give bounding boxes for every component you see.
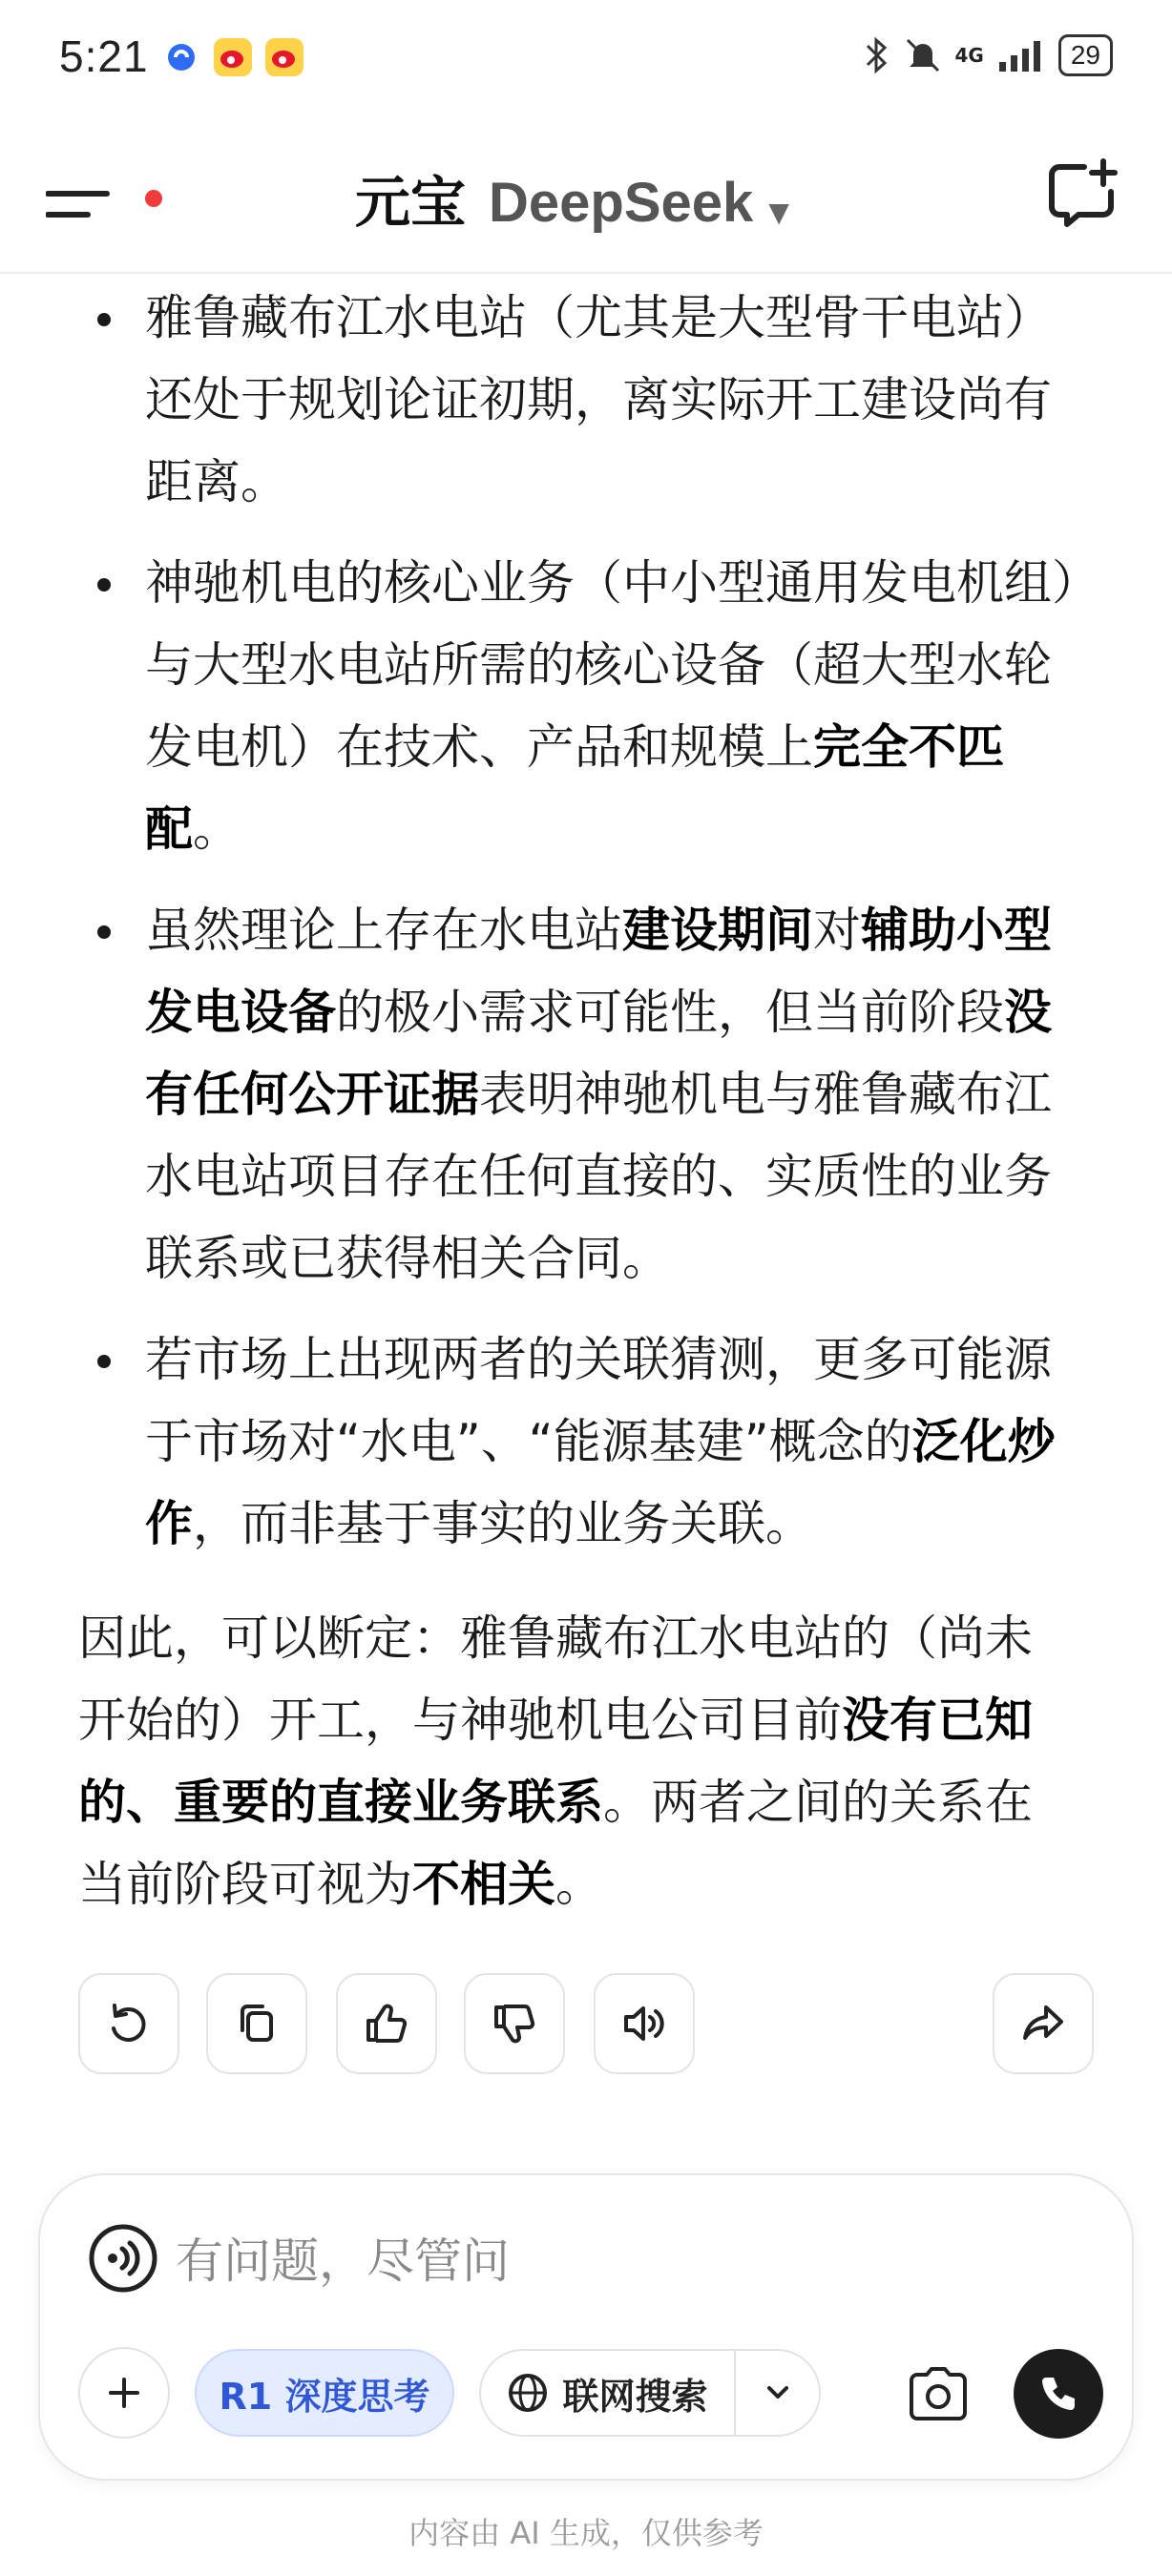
thumbs-down-icon — [489, 1998, 540, 2049]
search-options-button[interactable] — [737, 2351, 819, 2435]
emphasized-text: 没有已知的、重要的直接业务联系 — [78, 1693, 1033, 1830]
status-bar — [0, 0, 1172, 114]
mute-icon — [904, 36, 942, 74]
unread-dot — [145, 190, 162, 207]
app-notification-icon — [162, 38, 200, 76]
text-segment: 。 — [555, 1857, 603, 1912]
assistant-message — [0, 277, 1172, 1925]
divider — [734, 2351, 736, 2435]
model-name: DeepSeek — [489, 172, 754, 234]
status-time: 5:21 — [59, 31, 149, 81]
globe-icon — [507, 2372, 549, 2414]
system-icons — [862, 34, 1114, 76]
speaker-icon — [618, 1998, 670, 2049]
signal-icon — [997, 37, 1045, 73]
text-segment: 若市场上出现两者的关联猜测，更多可能源于市场对“水电”、“能源基建”概念的 — [145, 1332, 1052, 1469]
voice-wave-icon — [88, 2223, 158, 2294]
web-search-main[interactable] — [481, 2351, 734, 2435]
share-icon — [1017, 1998, 1069, 2049]
menu-button[interactable] — [46, 167, 122, 234]
thumbs-up-icon — [361, 1998, 412, 2049]
bullet-list — [0, 277, 1172, 1565]
text-segment: 神驰机电的核心业务（中小型通用发电机组）与大型水电站所需的核心设备（超大型水轮发电机）在技术、产品和规模上 — [145, 555, 1076, 775]
app-title: 元宝 — [355, 170, 467, 235]
web-search-toggle[interactable] — [479, 2349, 821, 2437]
text-segment: ，而非基于事实的业务关联。 — [193, 1496, 813, 1551]
bullet-item — [0, 542, 1172, 870]
message-actions — [78, 1973, 1094, 2074]
message-input[interactable] — [174, 2225, 846, 2297]
menu-icon — [46, 167, 122, 234]
add-attachment-button[interactable] — [78, 2347, 170, 2439]
deep-think-toggle[interactable] — [195, 2349, 454, 2437]
dislike-button[interactable] — [464, 1973, 565, 2074]
bullet-item — [0, 889, 1172, 1299]
emphasized-text: 不相关 — [412, 1857, 555, 1912]
ai-disclaimer: 内容由 AI 生成，仅供参考 — [408, 2515, 764, 2551]
bluetooth-icon — [862, 36, 890, 74]
text-segment: 表明神驰机电与雅鲁藏布江水电站项目存在任何直接的、实质性的业务联系或已获得相关合同。 — [145, 1067, 1052, 1286]
chevron-down-icon — [764, 2379, 792, 2407]
conclusion-paragraph — [0, 1597, 1172, 1925]
text-segment: 。 — [193, 801, 241, 857]
voice-call-button[interactable] — [1014, 2349, 1103, 2439]
message-composer — [38, 2173, 1134, 2481]
phone-icon — [1036, 2372, 1080, 2416]
weibo-icon — [214, 38, 252, 76]
share-button[interactable] — [993, 1973, 1094, 2074]
copy-button[interactable] — [206, 1973, 307, 2074]
weibo-icon — [265, 38, 303, 76]
read-aloud-button[interactable] — [594, 1973, 695, 2074]
text-segment: 因此，可以断定：雅鲁藏布江水电站的（尚未开始的）开工，与神驰机电公司目前 — [78, 1610, 1033, 1748]
voice-input-button[interactable] — [88, 2223, 158, 2294]
new-chat-button[interactable] — [1044, 156, 1120, 232]
emphasized-text: 建设期间 — [622, 903, 813, 958]
network-type: 4G — [954, 44, 984, 67]
emphasized-text: 泛化炒作 — [145, 1414, 1056, 1551]
refresh-icon — [103, 1998, 155, 2049]
text-segment: 虽然理论上存在水电站 — [145, 903, 622, 958]
new-chat-icon — [1044, 156, 1120, 232]
emphasized-text: 完全不匹配 — [145, 719, 1004, 857]
text-segment: 对 — [813, 903, 861, 958]
copy-icon — [231, 1998, 283, 2049]
bullet-item — [0, 1319, 1172, 1565]
notification-icons — [162, 38, 303, 76]
text-segment: 。两者之间的关系在当前阶段可视为 — [78, 1775, 1033, 1912]
regenerate-button[interactable] — [78, 1973, 179, 2074]
deep-think-label: R1 深度思考 — [219, 2375, 430, 2418]
plus-icon — [105, 2374, 143, 2412]
web-search-label: 联网搜索 — [562, 2375, 708, 2418]
caret-down-icon: ▼ — [768, 197, 789, 228]
camera-button[interactable] — [897, 2353, 979, 2435]
model-selector[interactable] — [355, 157, 789, 238]
text-segment: 雅鲁藏布江水电站（尤其是大型骨干电站）还处于规划论证初期，离实际开工建设尚有距离。 — [145, 290, 1052, 509]
emphasized-text: 辅助小型发电设备 — [145, 903, 1052, 1040]
like-button[interactable] — [336, 1973, 437, 2074]
text-segment: 的极小需求可能性，但当前阶段 — [336, 985, 1004, 1040]
bullet-item — [0, 277, 1172, 523]
top-app-bar — [0, 129, 1172, 274]
camera-icon — [904, 2363, 973, 2424]
battery-indicator: 29 — [1058, 34, 1113, 76]
emphasized-text: 没有任何公开证据 — [145, 985, 1052, 1122]
